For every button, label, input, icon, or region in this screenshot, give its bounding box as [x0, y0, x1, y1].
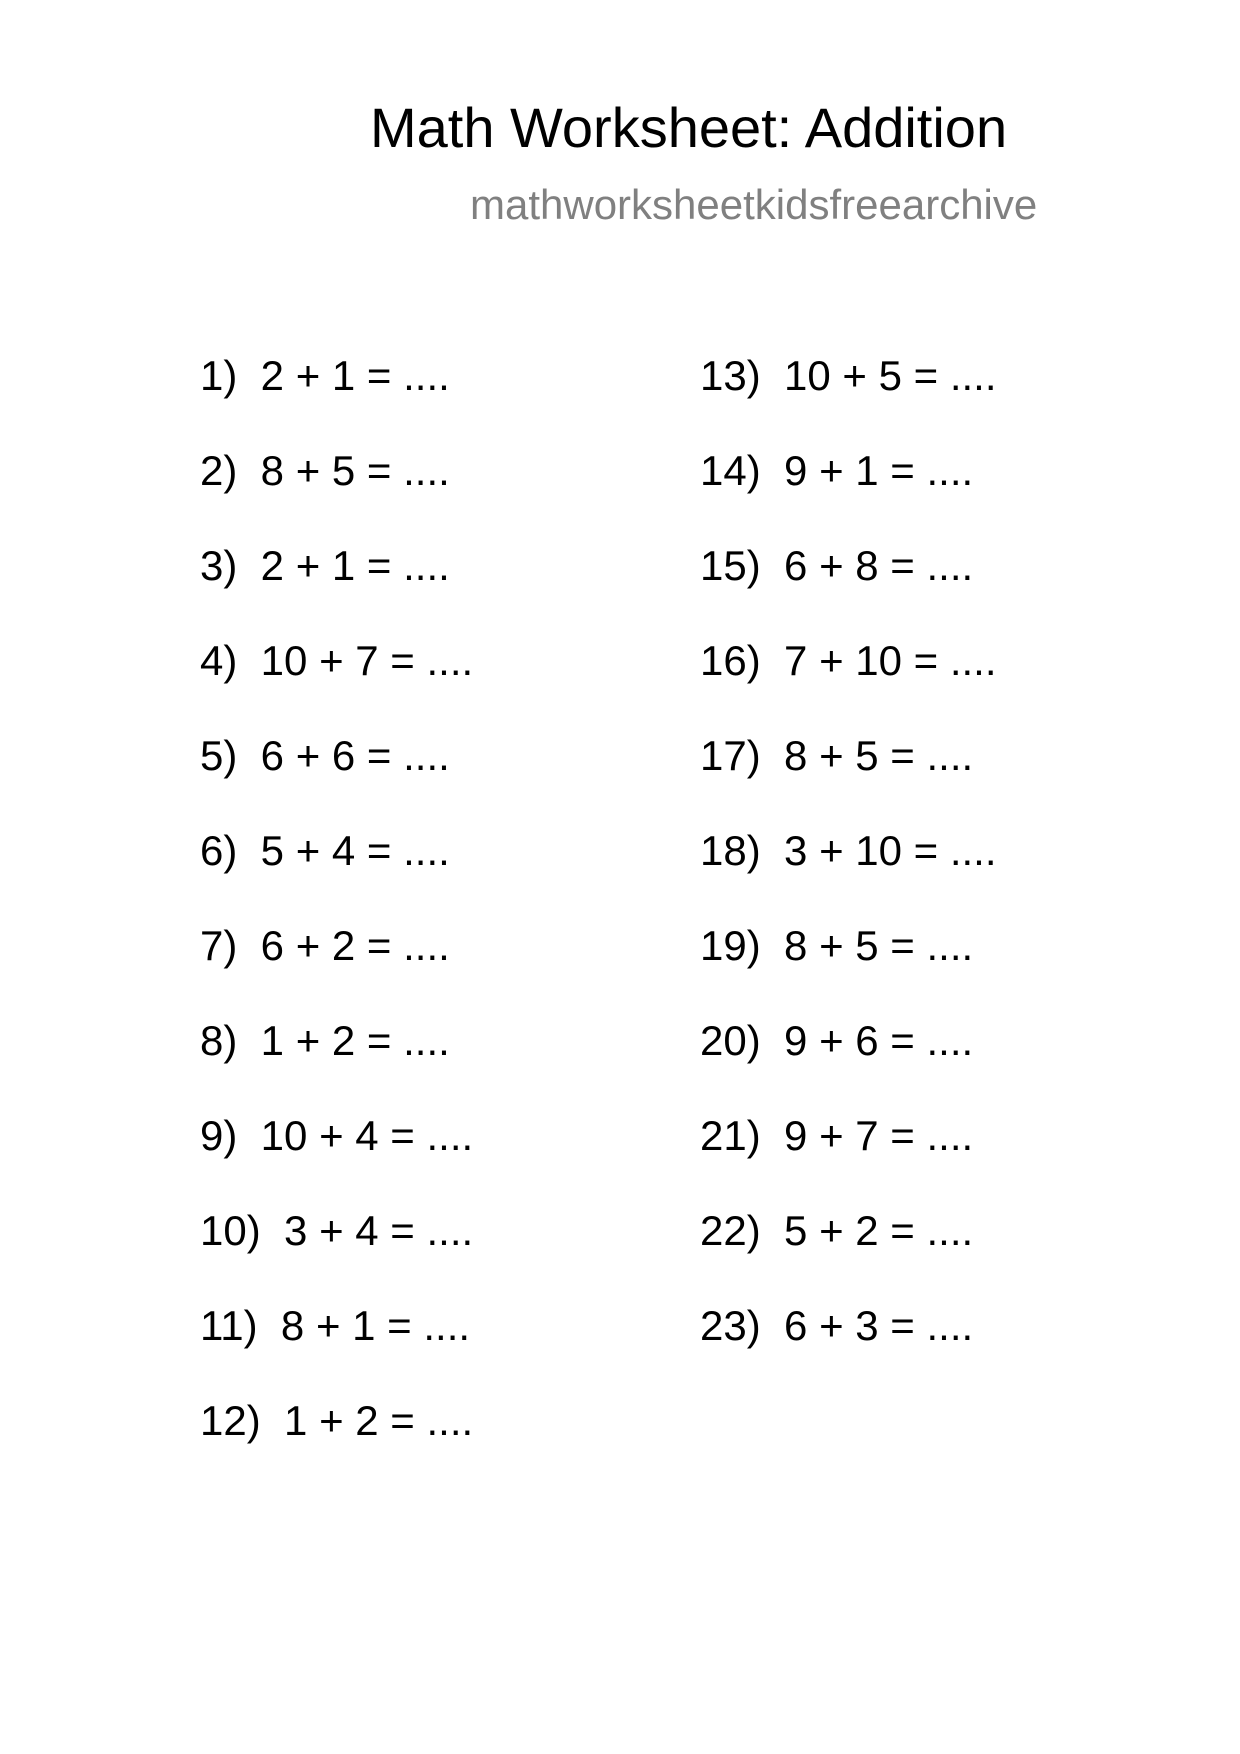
- problem-item: 2) 8 + 5 = ....: [200, 447, 450, 494]
- problem-item: 13) 10 + 5 = ....: [700, 352, 997, 399]
- problem-column-left: [200, 352, 473, 1492]
- problem-item: 14) 9 + 1 = ....: [700, 447, 974, 494]
- problem-item: 19) 8 + 5 = ....: [700, 922, 974, 969]
- problem-item: 8) 1 + 2 = ....: [200, 1017, 450, 1064]
- problem-item: 17) 8 + 5 = ....: [700, 732, 974, 779]
- problem-item: 9) 10 + 4 = ....: [200, 1112, 474, 1159]
- problem-item: 3) 2 + 1 = ....: [200, 542, 450, 589]
- problem-item: 10) 3 + 4 = ....: [200, 1207, 474, 1254]
- problem-item: 7) 6 + 2 = ....: [200, 922, 450, 969]
- problem-item: 16) 7 + 10 = ....: [700, 637, 997, 684]
- problem-item: 15) 6 + 8 = ....: [700, 542, 974, 589]
- problem-item: 20) 9 + 6 = ....: [700, 1017, 974, 1064]
- problem-item: 6) 5 + 4 = ....: [200, 827, 450, 874]
- problem-item: 21) 9 + 7 = ....: [700, 1112, 974, 1159]
- problem-item: 23) 6 + 3 = ....: [700, 1302, 974, 1349]
- problem-item: 12) 1 + 2 = ....: [200, 1397, 474, 1444]
- worksheet-title: Math Worksheet: Addition: [370, 96, 1008, 159]
- problem-item: 1) 2 + 1 = ....: [200, 352, 450, 399]
- problem-item: 11) 8 + 1 = ....: [200, 1302, 471, 1349]
- problem-item: 5) 6 + 6 = ....: [200, 732, 450, 779]
- problem-column-right: [700, 352, 997, 1397]
- problem-item: 18) 3 + 10 = ....: [700, 827, 997, 874]
- problem-item: 22) 5 + 2 = ....: [700, 1207, 974, 1254]
- problem-item: 4) 10 + 7 = ....: [200, 637, 474, 684]
- worksheet-subtitle: mathworksheetkidsfreearchive: [470, 181, 1038, 228]
